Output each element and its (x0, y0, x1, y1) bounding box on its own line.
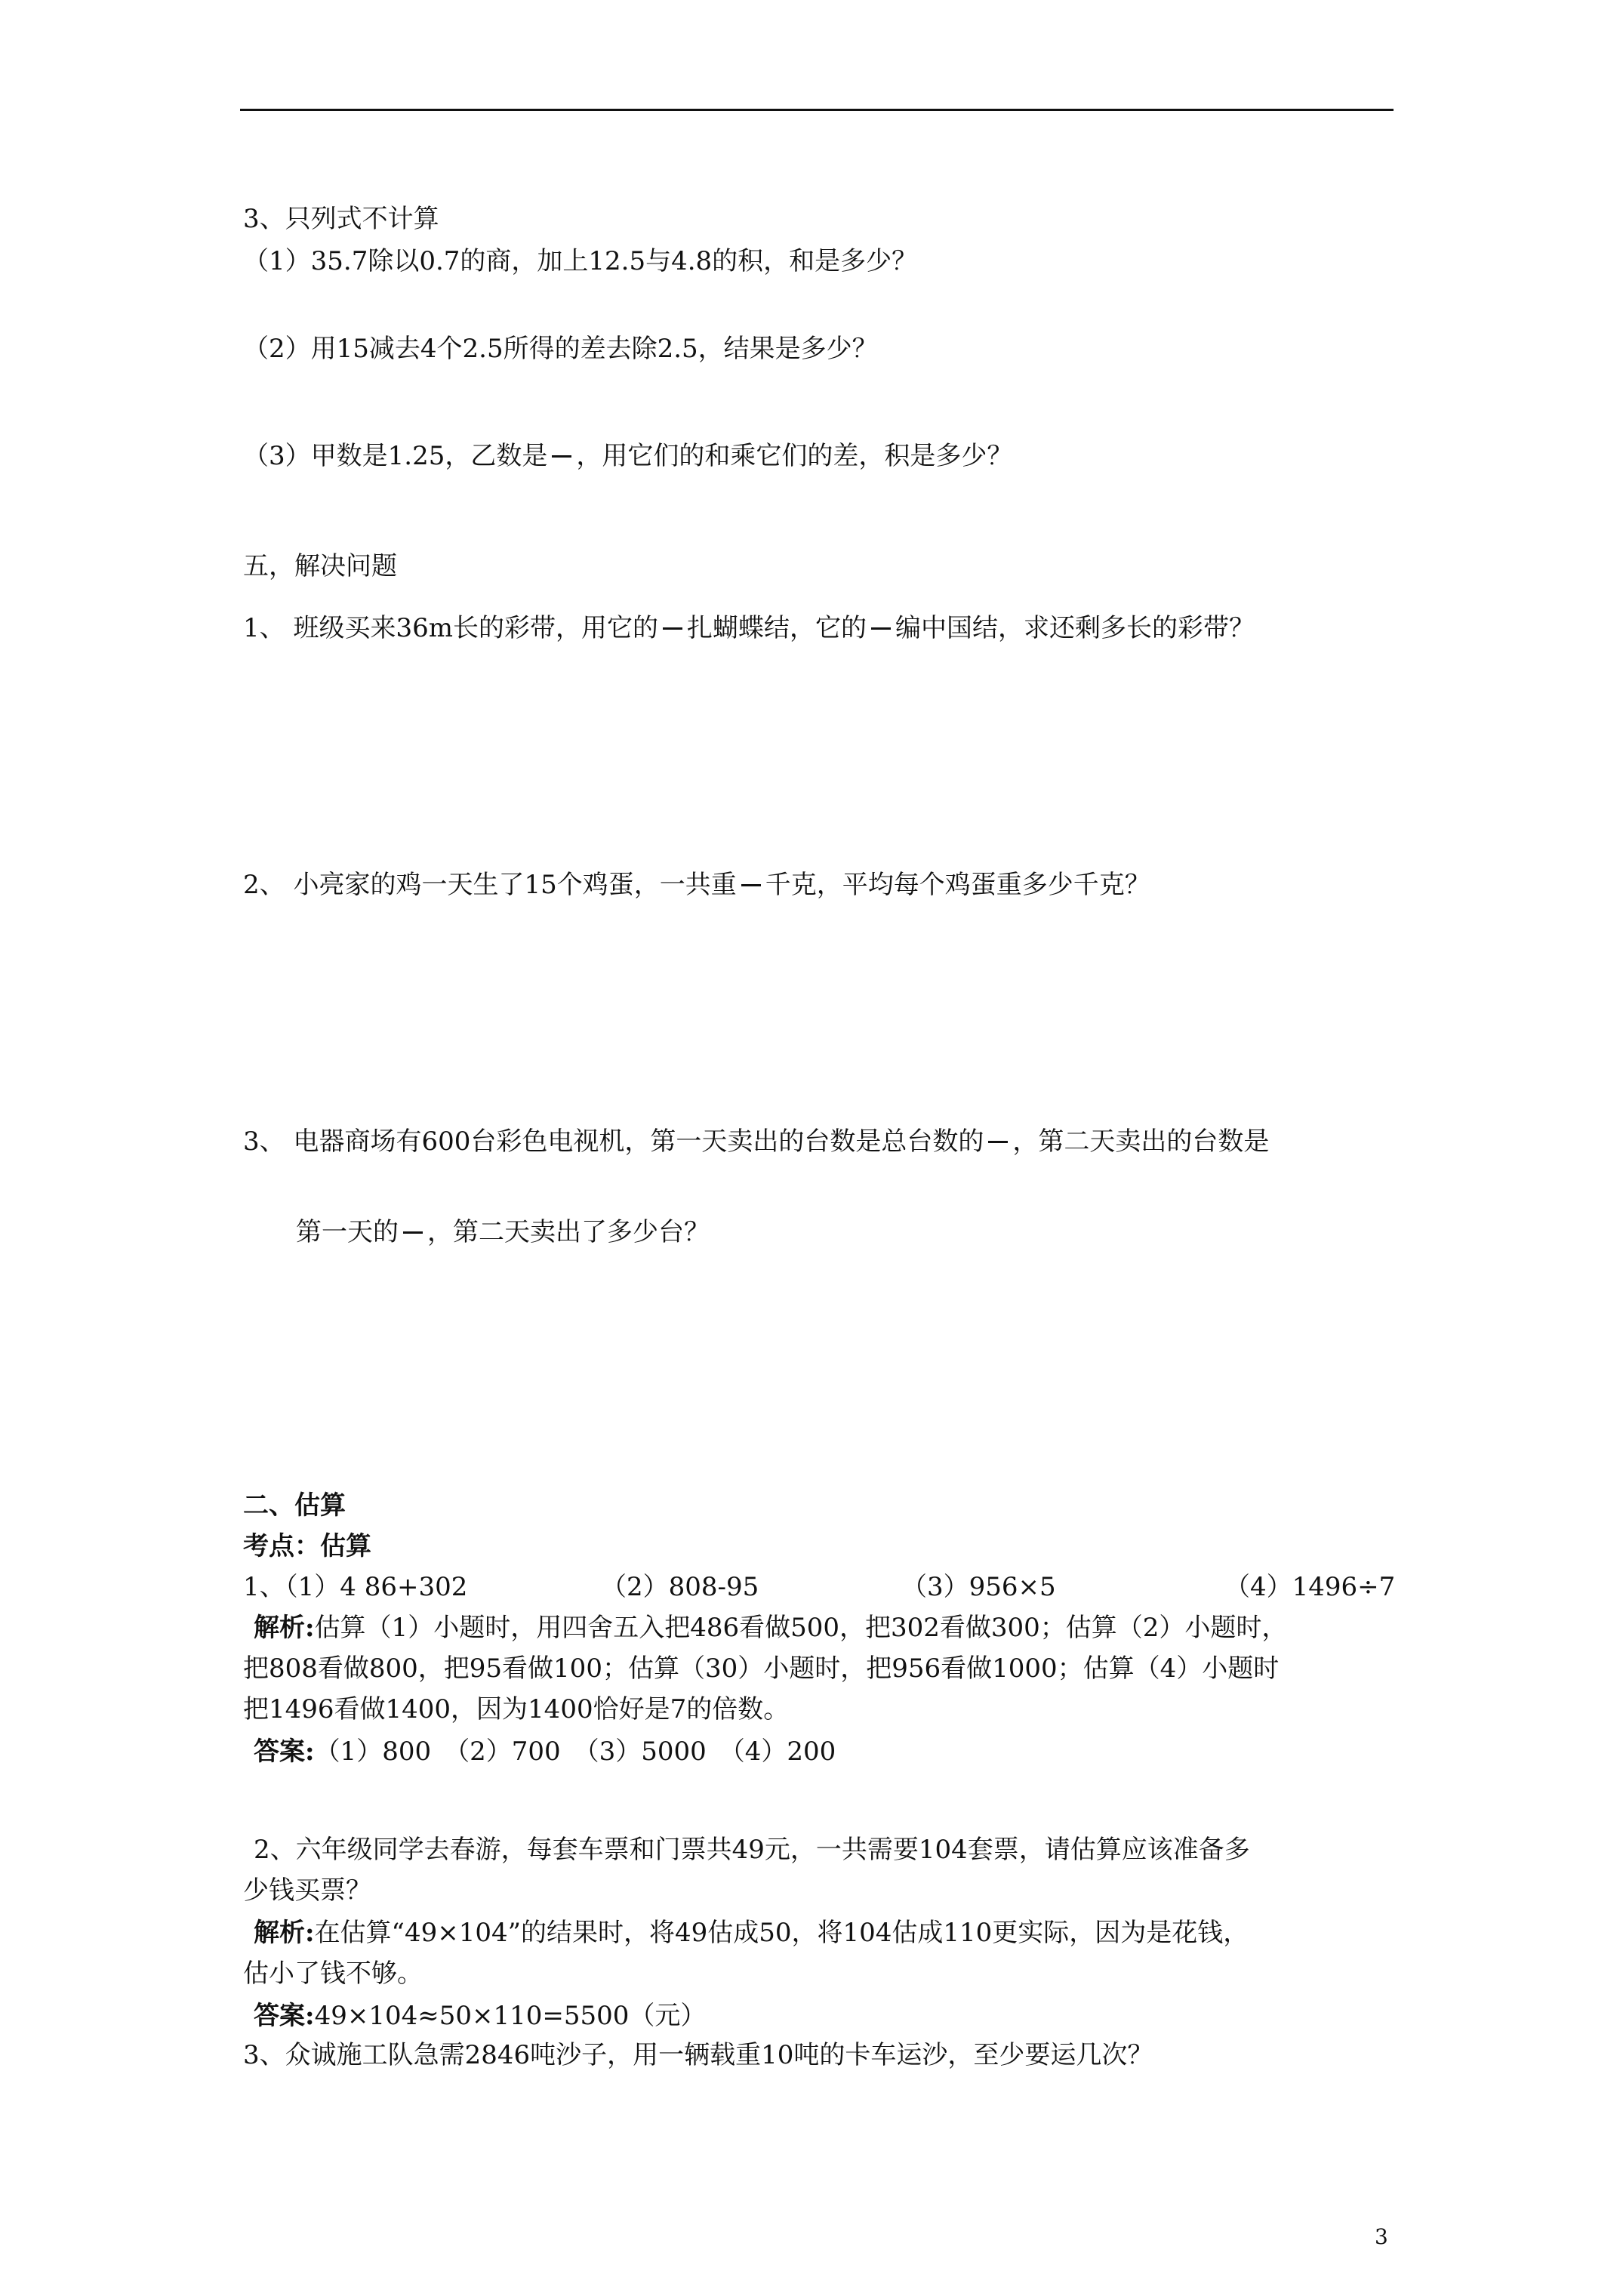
q2-answer-text: 49×104≈50×110=5500（元） (314, 2001, 707, 2031)
problem-2 (243, 868, 1150, 901)
fraction-blank (663, 627, 682, 630)
q2-answer (254, 1999, 706, 2032)
estimate-item-1: 1、（1）4 86+302 (243, 1572, 468, 1602)
fraction-blank (741, 884, 761, 886)
section2-heading: 二、估算 (243, 1490, 346, 1521)
q2-analysis-text-1: 在估算“49×104”的结果时，将49估成50，将104估成110更实际，因为是花钱， (314, 1918, 1249, 1948)
q3-item-2: （2）用15减去4个2.5所得的差去除2.5，结果是多少？ (243, 334, 878, 364)
section5-heading: 五，解决问题 (243, 551, 397, 581)
estimate-item-2: （2）808-95 (601, 1572, 759, 1602)
q3-item-3-text-b: ，用它们的和乘它们的差，积是多少？ (576, 441, 1013, 471)
problem-2-text-a: 2、 小亮家的鸡一天生了15个鸡蛋，一共重 (243, 870, 737, 900)
problem-2-text-b: 千克，平均每个鸡蛋重多少千克？ (765, 870, 1150, 900)
q1-analysis-line-3: 把1496看做1400，因为1400恰好是7的倍数。 (243, 1694, 790, 1724)
fraction-blank (403, 1231, 423, 1234)
q1-answer-text: （1）800 （2）700 （3）5000 （4）200 (314, 1737, 836, 1767)
problem-3-line-1 (243, 1125, 1269, 1158)
q2-question-line-2: 少钱买票？ (243, 1875, 371, 1906)
q2-analysis-line-2: 估小了钱不够。 (243, 1959, 423, 1989)
estimate-item-3: （3）956×5 (901, 1572, 1056, 1602)
q3-item-3 (243, 439, 1012, 473)
q3-estimate-question: 3、众诚施工队急需2846吨沙子，用一辆载重10吨的卡车运沙，至少要运几次？ (243, 2040, 1153, 2070)
q1-analysis-line-1 (254, 1611, 1287, 1644)
fraction-blank (988, 1141, 1008, 1143)
problem-3-text-b: ，第二天卖出的台数是 (1012, 1126, 1270, 1157)
kaodian-label: 考点：估算 (243, 1531, 371, 1561)
fraction-blank (552, 455, 571, 458)
analysis-label: 解析: (254, 1613, 315, 1643)
analysis-label: 解析: (254, 1918, 315, 1948)
q3-item-3-text-a: （3）甲数是1.25，乙数是 (243, 441, 548, 471)
fraction-blank (871, 627, 891, 630)
answer-label: 答案: (254, 2001, 315, 2031)
estimate-item-4: （4）1496÷7 (1224, 1572, 1396, 1602)
q2-question-line-1: 2、六年级同学去春游，每套车票和门票共49元，一共需要104套票，请估算应该准备多 (254, 1835, 1250, 1865)
problem-3-text-d: ，第二天卖出了多少台？ (427, 1217, 710, 1247)
page-number: 3 (1375, 2224, 1388, 2249)
problem-3-text-c: 第一天的 (296, 1217, 399, 1247)
q3-heading: 3、只列式不计算 (243, 204, 439, 234)
q1-analysis-text-1: 估算（1）小题时，用四舍五入把486看做500，把302看做300；估算（2）小题时， (314, 1613, 1288, 1643)
problem-1 (243, 612, 1255, 645)
problem-1-text-c: 编中国结，求还剩多长的彩带？ (895, 613, 1255, 643)
q1-answer (254, 1735, 836, 1768)
problem-3-line-2 (296, 1216, 710, 1249)
problem-3-text-a: 3、 电器商场有600台彩色电视机，第一天卖出的台数是总台数的 (243, 1126, 984, 1157)
problem-1-text-a: 1、 班级买来36m长的彩带，用它的 (243, 613, 658, 643)
header-rule (240, 109, 1394, 111)
q3-item-1: （1）35.7除以0.7的商，加上12.5与4.8的积，和是多少？ (243, 246, 918, 276)
q1-analysis-line-2: 把808看做800，把95看做100；估算（30）小题时，把956看做1000；估算（4）小题时 (243, 1653, 1280, 1684)
answer-label: 答案: (254, 1737, 315, 1767)
problem-1-text-b: 扎蝴蝶结，它的 (686, 613, 867, 643)
q2-analysis-line-1 (254, 1916, 1249, 1949)
